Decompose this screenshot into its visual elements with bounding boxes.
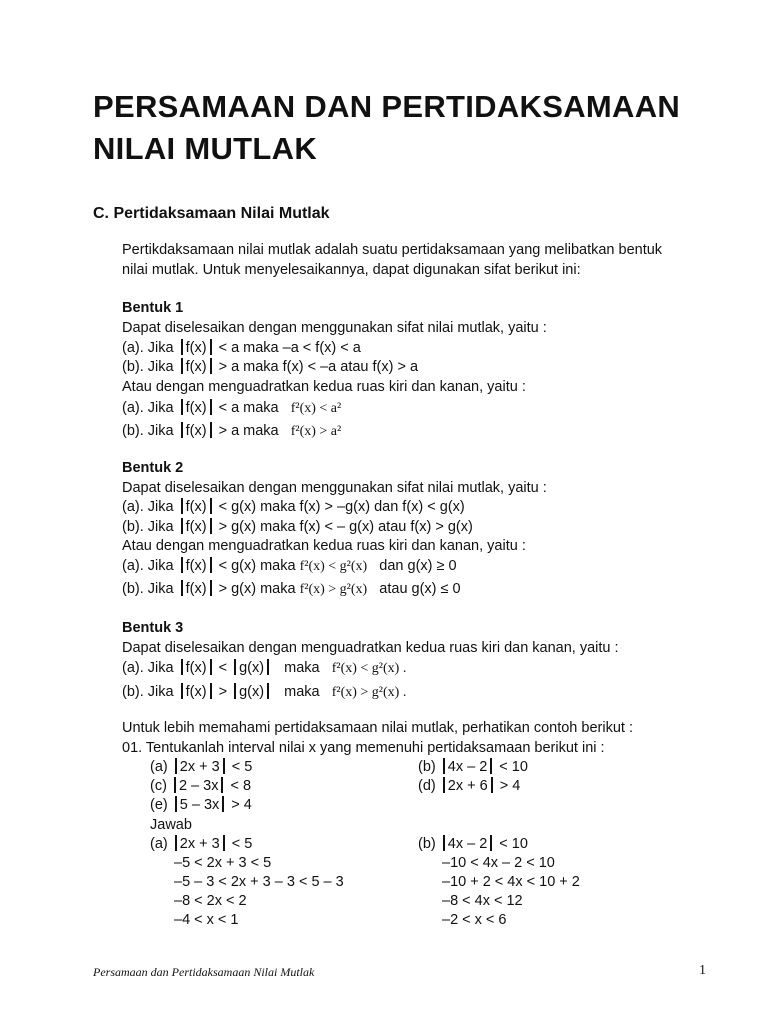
problem-item-a: (a) 2x + 3 < 5 [150, 759, 253, 775]
page-number: 1 [699, 963, 706, 978]
intro-line-1: Pertikdaksamaan nilai mutlak adalah suatu pertidaksamaan yang melibatkan bentuk [122, 242, 663, 258]
page-title: PERSAMAAN DAN PERTIDAKSAMAAN NILAI MUTLAK [93, 89, 681, 166]
jawab-label: Jawab [150, 817, 192, 833]
answer-a-step-3: –8 < 2x < 2 [174, 893, 247, 909]
bentuk2-heading: Bentuk 2 [122, 460, 184, 476]
bentuk2-rule-d: (b). Jika f(x) > g(x) maka f²(x) > g²(x) atau g(x) ≤ 0 [122, 581, 461, 597]
bentuk1-rule-c: (a). Jika f(x) < a maka f²(x) < a² [122, 400, 342, 416]
answer-b-step-2: –10 + 2 < 4x < 10 + 2 [442, 874, 580, 890]
bentuk2-rule-c: (a). Jika f(x) < g(x) maka f²(x) < g²(x) dan g(x) ≥ 0 [122, 558, 457, 574]
bentuk1-rule-b: (b). Jika f(x) > a maka f(x) < –a atau f(x) > a [122, 359, 419, 375]
section-heading: C. Pertidaksamaan Nilai Mutlak [93, 205, 330, 222]
bentuk1-line4: Atau dengan menguadratkan kedua ruas kiri dan kanan, yaitu : [122, 379, 526, 395]
bentuk1-line1: Dapat diselesaikan dengan menggunakan sifat nilai mutlak, yaitu : [122, 320, 547, 336]
problem-row-2 [150, 776, 750, 796]
bentuk3-rule-a: (a). Jika f(x) < g(x) maka f²(x) < g²(x) . [122, 660, 407, 676]
intro-line-2: nilai mutlak. Untuk menyelesaikannya, dapat digunakan sifat berikut ini: [122, 262, 581, 278]
problem-item-d: (d) 2x + 6 > 4 [418, 778, 521, 794]
answer-a-step-2: –5 – 3 < 2x + 3 – 3 < 5 – 3 [174, 874, 344, 890]
bentuk1-rule-d: (b). Jika f(x) > a maka f²(x) > a² [122, 423, 342, 439]
bentuk1-rule-a: (a). Jika f(x) < a maka –a < f(x) < a [122, 340, 361, 356]
bentuk3-rule-b: (b). Jika f(x) > g(x) maka f²(x) > g²(x) . [122, 684, 407, 700]
bentuk2-rule-b: (b). Jika f(x) > g(x) maka f(x) < – g(x) atau f(x) > g(x) [122, 519, 473, 535]
bentuk3-line1: Dapat diselesaikan dengan menguadratkan kedua ruas kiri dan kanan, yaitu : [122, 640, 619, 656]
answer-header-row [150, 834, 750, 854]
answer-a-header: (a) 2x + 3 < 5 [150, 836, 253, 852]
answer-b-header: (b) 4x – 2 < 10 [418, 836, 528, 852]
problem-item-b: (b) 4x – 2 < 10 [418, 759, 528, 775]
bentuk2-line4: Atau dengan menguadratkan kedua ruas kiri dan kanan, yaitu : [122, 538, 526, 554]
question-01: 01. Tentukanlah interval nilai x yang memenuhi pertidaksamaan berikut ini : [122, 740, 605, 756]
problem-item-e: (e) 5 – 3x > 4 [150, 797, 252, 813]
answer-b-step-1: –10 < 4x – 2 < 10 [442, 855, 555, 871]
bentuk2-rule-a: (a). Jika f(x) < g(x) maka f(x) > –g(x) dan f(x) < g(x) [122, 499, 465, 515]
problem-item-c: (c) 2 – 3x < 8 [150, 778, 252, 794]
answer-a-step-1: –5 < 2x + 3 < 5 [174, 855, 272, 871]
contoh-intro: Untuk lebih memahami pertidaksamaan nilai mutlak, perhatikan contoh berikut : [122, 720, 633, 736]
bentuk3-heading: Bentuk 3 [122, 620, 184, 636]
answer-a-step-4: –4 < x < 1 [174, 912, 239, 928]
page-footer: Persamaan dan Pertidaksamaan Nilai Mutlak [93, 965, 315, 979]
bentuk2-line1: Dapat diselesaikan dengan menggunakan sifat nilai mutlak, yaitu : [122, 480, 547, 496]
answer-b-step-4: –2 < x < 6 [442, 912, 507, 928]
problem-row-1 [150, 757, 750, 777]
bentuk1-heading: Bentuk 1 [122, 300, 184, 316]
answer-b-step-3: –8 < 4x < 12 [442, 893, 523, 909]
